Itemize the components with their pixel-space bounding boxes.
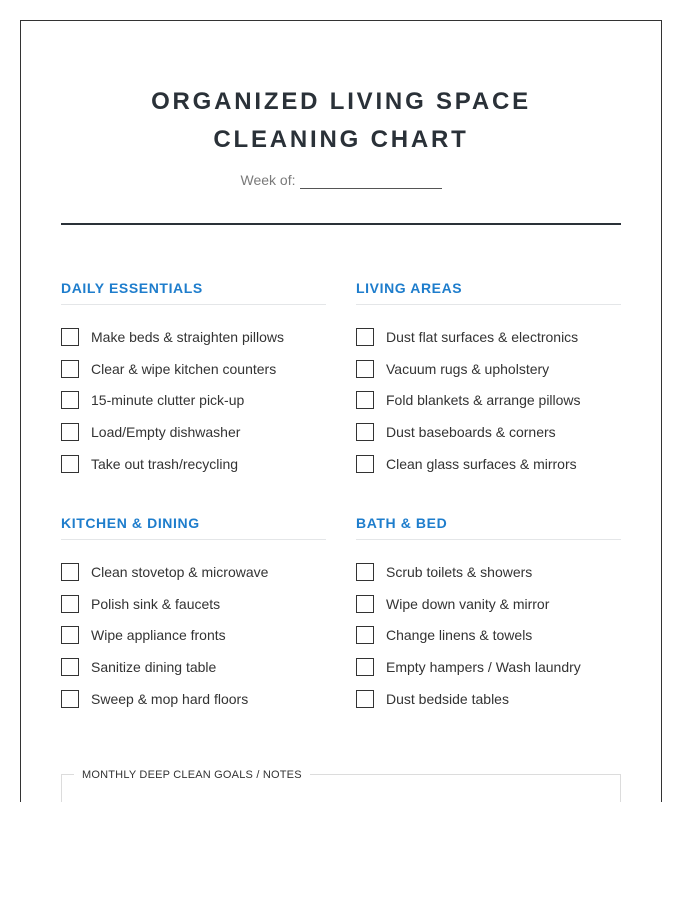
task-label: Take out trash/recycling	[91, 456, 239, 473]
header-divider	[61, 223, 621, 225]
task-label: Load/Empty dishwasher	[91, 424, 241, 441]
section-living-areas	[356, 280, 621, 480]
task-checkbox[interactable]	[356, 690, 374, 708]
task-label: Scrub toilets & showers	[386, 563, 533, 580]
section-daily-essentials	[61, 280, 326, 480]
cleaning-chart-page	[20, 20, 662, 802]
task-label: Fold blankets & arrange pillows	[386, 392, 581, 409]
section-heading: DAILY ESSENTIALS	[61, 280, 326, 305]
task-list	[61, 556, 326, 715]
task-label: Sweep & mop hard floors	[91, 691, 249, 708]
task-label: Dust bedside tables	[386, 691, 509, 708]
week-of-field[interactable]	[300, 175, 442, 189]
task-label: Change linens & towels	[386, 627, 533, 644]
task-label: 15-minute clutter pick-up	[91, 392, 245, 409]
task-item	[61, 416, 326, 448]
task-checkbox[interactable]	[61, 360, 79, 378]
task-label: Clean stovetop & microwave	[91, 563, 269, 580]
task-checkbox[interactable]	[61, 423, 79, 441]
task-checkbox[interactable]	[61, 658, 79, 676]
task-label: Wipe appliance fronts	[91, 627, 226, 644]
task-label: Clean glass surfaces & mirrors	[386, 456, 577, 473]
week-of-line	[61, 171, 621, 189]
task-label: Empty hampers / Wash laundry	[386, 659, 581, 676]
task-item	[61, 321, 326, 353]
task-checkbox[interactable]	[61, 690, 79, 708]
task-list	[356, 556, 621, 715]
task-checkbox[interactable]	[61, 595, 79, 613]
task-item	[356, 651, 621, 683]
task-item	[61, 448, 326, 480]
task-checkbox[interactable]	[356, 328, 374, 346]
task-checkbox[interactable]	[61, 455, 79, 473]
section-heading: KITCHEN & DINING	[61, 515, 326, 540]
task-item	[356, 353, 621, 385]
monthly-notes-box[interactable]	[61, 769, 621, 802]
task-checkbox[interactable]	[356, 391, 374, 409]
task-checkbox[interactable]	[356, 360, 374, 378]
task-item	[61, 588, 326, 620]
task-label: Dust flat surfaces & electronics	[386, 328, 579, 345]
task-item	[61, 620, 326, 652]
task-checkbox[interactable]	[356, 626, 374, 644]
task-label: Dust baseboards & corners	[386, 424, 556, 441]
task-item	[61, 683, 326, 715]
task-item	[356, 448, 621, 480]
task-checkbox[interactable]	[356, 658, 374, 676]
task-label: Sanitize dining table	[91, 659, 217, 676]
task-list	[356, 321, 621, 480]
task-item	[61, 353, 326, 385]
task-item	[356, 385, 621, 417]
task-checkbox[interactable]	[356, 563, 374, 581]
task-label: Wipe down vanity & mirror	[386, 595, 550, 612]
task-list	[61, 321, 326, 480]
task-checkbox[interactable]	[61, 391, 79, 409]
week-of-label: Week of:	[240, 172, 296, 188]
task-checkbox[interactable]	[356, 455, 374, 473]
section-kitchen-dining	[61, 515, 326, 715]
page-viewport	[20, 20, 662, 802]
task-item	[356, 588, 621, 620]
header	[61, 21, 621, 189]
page-title: ORGANIZED LIVING SPACE CLEANING CHART	[151, 88, 531, 153]
task-item	[356, 416, 621, 448]
sections-grid	[61, 280, 621, 715]
task-item	[356, 683, 621, 715]
task-item	[356, 321, 621, 353]
task-item	[61, 385, 326, 417]
task-item	[61, 556, 326, 588]
task-label: Vacuum rugs & upholstery	[386, 360, 550, 377]
task-label: Clear & wipe kitchen counters	[91, 360, 277, 377]
task-label: Polish sink & faucets	[91, 595, 221, 612]
task-checkbox[interactable]	[61, 626, 79, 644]
task-item	[356, 620, 621, 652]
task-checkbox[interactable]	[356, 423, 374, 441]
section-bath-bed	[356, 515, 621, 715]
section-heading: LIVING AREAS	[356, 280, 621, 305]
section-heading: BATH & BED	[356, 515, 621, 540]
task-checkbox[interactable]	[61, 328, 79, 346]
task-checkbox[interactable]	[61, 563, 79, 581]
task-item	[61, 651, 326, 683]
notes-legend: MONTHLY DEEP CLEAN GOALS / NOTES	[82, 768, 302, 781]
task-checkbox[interactable]	[356, 595, 374, 613]
task-item	[356, 556, 621, 588]
task-label: Make beds & straighten pillows	[91, 328, 284, 345]
